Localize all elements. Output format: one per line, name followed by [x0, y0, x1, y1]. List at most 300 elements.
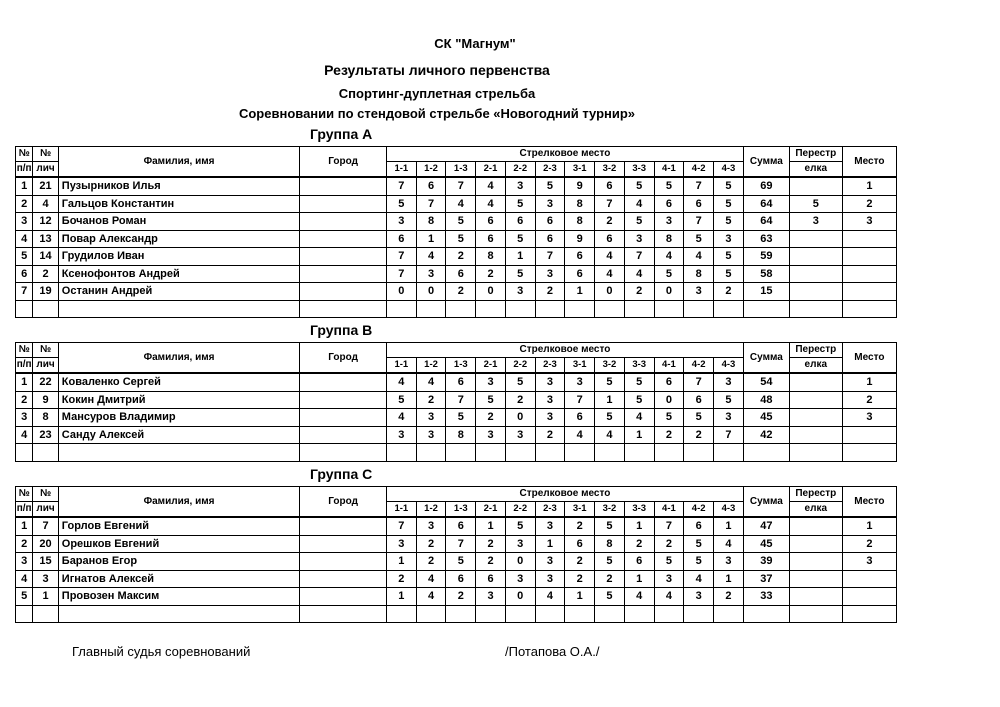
row-station-score: 3 [714, 553, 744, 571]
empty-cell [595, 605, 625, 623]
row-num: 4 [16, 230, 33, 248]
row-city [300, 265, 387, 283]
row-station-score: 0 [505, 409, 535, 427]
row-sum: 69 [743, 177, 789, 195]
header-place: Место [842, 487, 896, 518]
row-sum: 42 [743, 426, 789, 444]
empty-cell [535, 444, 565, 462]
empty-cell [386, 444, 416, 462]
header-city: Город [300, 343, 387, 374]
row-city [300, 426, 387, 444]
row-place [842, 283, 896, 301]
table-row [16, 373, 897, 391]
row-name: Гальцов Константин [58, 195, 300, 213]
row-place: 3 [842, 213, 896, 231]
row-station-score: 3 [386, 535, 416, 553]
row-station-score: 2 [595, 570, 625, 588]
row-station-score: 1 [386, 588, 416, 606]
row-station-score: 2 [476, 535, 506, 553]
row-station-score: 5 [595, 373, 625, 391]
row-station-score: 3 [535, 570, 565, 588]
header-station: 3-2 [595, 502, 625, 518]
row-station-score: 4 [595, 265, 625, 283]
row-city [300, 230, 387, 248]
row-station-score: 4 [654, 248, 684, 266]
header-station: 2-3 [535, 502, 565, 518]
group-title: Группа B [310, 322, 373, 338]
row-station-score: 8 [565, 195, 595, 213]
empty-cell [535, 300, 565, 318]
row-place [842, 230, 896, 248]
header-stations-group: Стрелковое место [386, 147, 743, 162]
row-station-score: 8 [446, 426, 476, 444]
row-station-score: 6 [624, 553, 654, 571]
empty-row [16, 300, 897, 318]
row-city [300, 535, 387, 553]
empty-cell [842, 444, 896, 462]
row-station-score: 8 [565, 213, 595, 231]
row-station-score: 5 [446, 553, 476, 571]
row-station-score: 7 [386, 517, 416, 535]
row-num: 5 [16, 248, 33, 266]
row-name: Ксенофонтов Андрей [58, 265, 300, 283]
club-name: СК "Магнум" [434, 36, 516, 51]
row-station-score: 6 [446, 517, 476, 535]
empty-cell [842, 605, 896, 623]
header-station: 3-2 [595, 358, 625, 374]
row-station-score: 3 [416, 409, 446, 427]
empty-cell [714, 300, 744, 318]
row-id: 13 [33, 230, 58, 248]
row-station-score: 3 [624, 230, 654, 248]
row-station-score: 4 [654, 588, 684, 606]
row-station-score: 5 [624, 373, 654, 391]
row-station-score: 7 [386, 265, 416, 283]
row-name: Коваленко Сергей [58, 373, 300, 391]
header-station: 4-3 [714, 358, 744, 374]
header-station: 3-3 [624, 502, 654, 518]
empty-cell [842, 300, 896, 318]
empty-cell [386, 300, 416, 318]
row-station-score: 0 [505, 588, 535, 606]
empty-cell [476, 300, 506, 318]
header-station: 1-1 [386, 358, 416, 374]
header-num: п/п [16, 162, 33, 178]
row-sum: 48 [743, 391, 789, 409]
row-station-score: 6 [684, 195, 714, 213]
header-station: 1-3 [446, 162, 476, 178]
row-station-score: 2 [446, 283, 476, 301]
table-row [16, 570, 897, 588]
row-station-score: 5 [624, 213, 654, 231]
row-shootoff [789, 248, 842, 266]
header-station: 3-1 [565, 162, 595, 178]
header-num: п/п [16, 358, 33, 374]
header-station: 4-3 [714, 502, 744, 518]
header-shootoff: елка [789, 358, 842, 374]
empty-cell [789, 444, 842, 462]
row-shootoff [789, 283, 842, 301]
row-station-score: 3 [386, 213, 416, 231]
row-num: 5 [16, 588, 33, 606]
row-place: 2 [842, 391, 896, 409]
row-station-score: 3 [416, 426, 446, 444]
empty-cell [684, 605, 714, 623]
row-station-score: 6 [535, 213, 565, 231]
row-name: Грудилов Иван [58, 248, 300, 266]
row-id: 1 [33, 588, 58, 606]
empty-cell [33, 605, 58, 623]
row-station-score: 3 [535, 373, 565, 391]
row-station-score: 2 [714, 283, 744, 301]
row-station-score: 7 [446, 177, 476, 195]
row-station-score: 2 [446, 248, 476, 266]
row-station-score: 7 [714, 426, 744, 444]
row-sum: 33 [743, 588, 789, 606]
row-station-score: 1 [565, 588, 595, 606]
row-station-score: 3 [505, 283, 535, 301]
row-station-score: 6 [684, 517, 714, 535]
header-station: 1-3 [446, 358, 476, 374]
row-station-score: 7 [595, 195, 625, 213]
row-sum: 58 [743, 265, 789, 283]
row-station-score: 3 [505, 535, 535, 553]
row-station-score: 5 [714, 391, 744, 409]
empty-cell [505, 605, 535, 623]
row-station-score: 2 [565, 553, 595, 571]
row-id: 15 [33, 553, 58, 571]
table-row [16, 195, 897, 213]
row-station-score: 3 [535, 517, 565, 535]
row-station-score: 4 [624, 588, 654, 606]
header-station: 4-3 [714, 162, 744, 178]
row-station-score: 6 [595, 230, 625, 248]
empty-cell [416, 605, 446, 623]
row-sum: 37 [743, 570, 789, 588]
row-place [842, 588, 896, 606]
row-station-score: 8 [654, 230, 684, 248]
header-station: 2-2 [505, 162, 535, 178]
empty-cell [505, 300, 535, 318]
row-num: 3 [16, 213, 33, 231]
header-station: 2-1 [476, 358, 506, 374]
row-station-score: 3 [565, 373, 595, 391]
row-station-score: 5 [714, 177, 744, 195]
row-station-score: 3 [714, 409, 744, 427]
row-city [300, 588, 387, 606]
row-place: 1 [842, 373, 896, 391]
row-sum: 63 [743, 230, 789, 248]
row-station-score: 8 [595, 535, 625, 553]
row-station-score: 1 [565, 283, 595, 301]
empty-cell [789, 300, 842, 318]
row-station-score: 2 [505, 391, 535, 409]
row-station-score: 5 [595, 517, 625, 535]
empty-cell [446, 300, 476, 318]
empty-cell [565, 605, 595, 623]
row-station-score: 5 [595, 553, 625, 571]
row-station-score: 4 [476, 195, 506, 213]
row-num: 3 [16, 553, 33, 571]
header-id: № [33, 147, 58, 162]
row-shootoff [789, 426, 842, 444]
row-sum: 39 [743, 553, 789, 571]
row-station-score: 3 [535, 195, 565, 213]
row-station-score: 2 [565, 517, 595, 535]
row-id: 8 [33, 409, 58, 427]
header-id: лич [33, 162, 58, 178]
empty-cell [654, 444, 684, 462]
row-station-score: 3 [386, 426, 416, 444]
row-station-score: 5 [654, 409, 684, 427]
row-station-score: 6 [565, 409, 595, 427]
row-station-score: 1 [595, 391, 625, 409]
empty-cell [743, 605, 789, 623]
row-city [300, 248, 387, 266]
row-station-score: 2 [714, 588, 744, 606]
row-station-score: 4 [416, 588, 446, 606]
row-station-score: 5 [595, 409, 625, 427]
row-station-score: 4 [624, 409, 654, 427]
header-station: 1-3 [446, 502, 476, 518]
header-num: № [16, 343, 33, 358]
header-id: № [33, 343, 58, 358]
results-table-group-b [15, 342, 897, 462]
group-title: Группа C [310, 466, 373, 482]
header-shootoff: Перестр [789, 343, 842, 358]
header-shootoff: Перестр [789, 487, 842, 502]
row-station-score: 2 [565, 570, 595, 588]
row-city [300, 570, 387, 588]
row-station-score: 6 [535, 230, 565, 248]
row-station-score: 3 [416, 517, 446, 535]
row-station-score: 5 [386, 391, 416, 409]
row-place [842, 248, 896, 266]
row-station-score: 1 [714, 517, 744, 535]
results-table-group-a [15, 146, 897, 318]
row-station-score: 7 [416, 195, 446, 213]
row-station-score: 6 [446, 373, 476, 391]
row-station-score: 2 [684, 426, 714, 444]
row-station-score: 9 [565, 230, 595, 248]
row-station-score: 3 [714, 373, 744, 391]
empty-cell [300, 444, 387, 462]
row-id: 7 [33, 517, 58, 535]
row-city [300, 391, 387, 409]
row-place [842, 426, 896, 444]
row-station-score: 2 [535, 426, 565, 444]
row-num: 7 [16, 283, 33, 301]
row-station-score: 5 [624, 391, 654, 409]
row-shootoff [789, 265, 842, 283]
row-name: Повар Александр [58, 230, 300, 248]
empty-cell [33, 300, 58, 318]
row-station-score: 2 [416, 553, 446, 571]
row-station-score: 8 [476, 248, 506, 266]
row-station-score: 7 [684, 373, 714, 391]
row-city [300, 177, 387, 195]
row-shootoff [789, 391, 842, 409]
empty-cell [714, 444, 744, 462]
row-station-score: 6 [446, 265, 476, 283]
row-station-score: 4 [446, 195, 476, 213]
row-station-score: 3 [535, 391, 565, 409]
row-station-score: 7 [684, 213, 714, 231]
header-stations-group: Стрелковое место [386, 487, 743, 502]
row-station-score: 6 [654, 195, 684, 213]
empty-row [16, 444, 897, 462]
table-row [16, 248, 897, 266]
row-station-score: 1 [624, 426, 654, 444]
row-station-score: 3 [476, 373, 506, 391]
row-sum: 64 [743, 195, 789, 213]
row-id: 14 [33, 248, 58, 266]
header-place: Место [842, 147, 896, 178]
row-sum: 54 [743, 373, 789, 391]
header-station: 1-1 [386, 162, 416, 178]
row-station-score: 3 [714, 230, 744, 248]
row-station-score: 7 [684, 177, 714, 195]
header-station: 3-3 [624, 358, 654, 374]
row-place [842, 570, 896, 588]
header-name: Фамилия, имя [58, 343, 300, 374]
row-station-score: 3 [535, 265, 565, 283]
row-station-score: 4 [476, 177, 506, 195]
row-station-score: 4 [565, 426, 595, 444]
row-station-score: 1 [714, 570, 744, 588]
results-table-group-c [15, 486, 897, 623]
header-station: 3-1 [565, 502, 595, 518]
row-station-score: 6 [654, 373, 684, 391]
row-station-score: 2 [446, 588, 476, 606]
row-station-score: 1 [624, 517, 654, 535]
row-station-score: 0 [476, 283, 506, 301]
row-num: 2 [16, 195, 33, 213]
row-num: 4 [16, 570, 33, 588]
row-num: 1 [16, 517, 33, 535]
table-row [16, 213, 897, 231]
row-station-score: 5 [714, 195, 744, 213]
row-station-score: 5 [446, 230, 476, 248]
row-station-score: 2 [476, 553, 506, 571]
row-id: 19 [33, 283, 58, 301]
header-city: Город [300, 487, 387, 518]
row-station-score: 3 [416, 265, 446, 283]
row-num: 3 [16, 409, 33, 427]
discipline: Спортинг-дуплетная стрельба [338, 86, 536, 101]
empty-cell [446, 605, 476, 623]
row-station-score: 5 [505, 517, 535, 535]
row-num: 4 [16, 426, 33, 444]
header-station: 2-1 [476, 502, 506, 518]
row-place: 2 [842, 195, 896, 213]
row-station-score: 2 [535, 283, 565, 301]
empty-cell [654, 300, 684, 318]
empty-cell [16, 444, 33, 462]
empty-cell [624, 605, 654, 623]
row-station-score: 4 [386, 409, 416, 427]
row-place: 2 [842, 535, 896, 553]
row-name: Останин Андрей [58, 283, 300, 301]
row-station-score: 4 [595, 248, 625, 266]
empty-cell [624, 444, 654, 462]
empty-cell [386, 605, 416, 623]
row-name: Провозен Максим [58, 588, 300, 606]
row-station-score: 5 [684, 409, 714, 427]
row-station-score: 3 [476, 426, 506, 444]
header-shootoff: елка [789, 502, 842, 518]
empty-cell [300, 605, 387, 623]
row-station-score: 5 [446, 409, 476, 427]
row-station-score: 2 [386, 570, 416, 588]
row-station-score: 5 [654, 553, 684, 571]
row-station-score: 3 [476, 588, 506, 606]
row-station-score: 5 [684, 553, 714, 571]
empty-cell [714, 605, 744, 623]
row-station-score: 2 [476, 265, 506, 283]
row-num: 2 [16, 391, 33, 409]
row-station-score: 3 [535, 553, 565, 571]
row-city [300, 553, 387, 571]
table-row [16, 409, 897, 427]
row-shootoff: 3 [789, 213, 842, 231]
empty-cell [595, 300, 625, 318]
row-station-score: 6 [386, 230, 416, 248]
row-station-score: 0 [416, 283, 446, 301]
row-station-score: 5 [684, 535, 714, 553]
header-station: 4-2 [684, 162, 714, 178]
header-station: 3-1 [565, 358, 595, 374]
row-name: Кокин Дмитрий [58, 391, 300, 409]
table-row [16, 426, 897, 444]
empty-cell [684, 444, 714, 462]
row-id: 9 [33, 391, 58, 409]
row-id: 21 [33, 177, 58, 195]
row-station-score: 9 [565, 177, 595, 195]
row-station-score: 4 [595, 426, 625, 444]
empty-cell [58, 300, 300, 318]
empty-cell [16, 300, 33, 318]
row-sum: 15 [743, 283, 789, 301]
header-num: п/п [16, 502, 33, 518]
row-station-score: 6 [505, 213, 535, 231]
header-station: 1-2 [416, 162, 446, 178]
row-station-score: 5 [714, 213, 744, 231]
empty-row [16, 605, 897, 623]
row-station-score: 1 [505, 248, 535, 266]
row-station-score: 2 [476, 409, 506, 427]
header-sum: Сумма [743, 487, 789, 518]
header-sum: Сумма [743, 147, 789, 178]
row-station-score: 5 [654, 177, 684, 195]
row-station-score: 1 [416, 230, 446, 248]
row-station-score: 2 [624, 535, 654, 553]
row-station-score: 6 [476, 570, 506, 588]
row-city [300, 195, 387, 213]
header-station: 3-3 [624, 162, 654, 178]
group-title: Группа А [310, 126, 373, 142]
row-station-score: 7 [386, 248, 416, 266]
row-id: 23 [33, 426, 58, 444]
row-city [300, 373, 387, 391]
empty-cell [476, 605, 506, 623]
row-sum: 47 [743, 517, 789, 535]
row-station-score: 6 [684, 391, 714, 409]
header-station: 4-1 [654, 358, 684, 374]
row-id: 22 [33, 373, 58, 391]
row-station-score: 0 [654, 391, 684, 409]
table-row [16, 230, 897, 248]
